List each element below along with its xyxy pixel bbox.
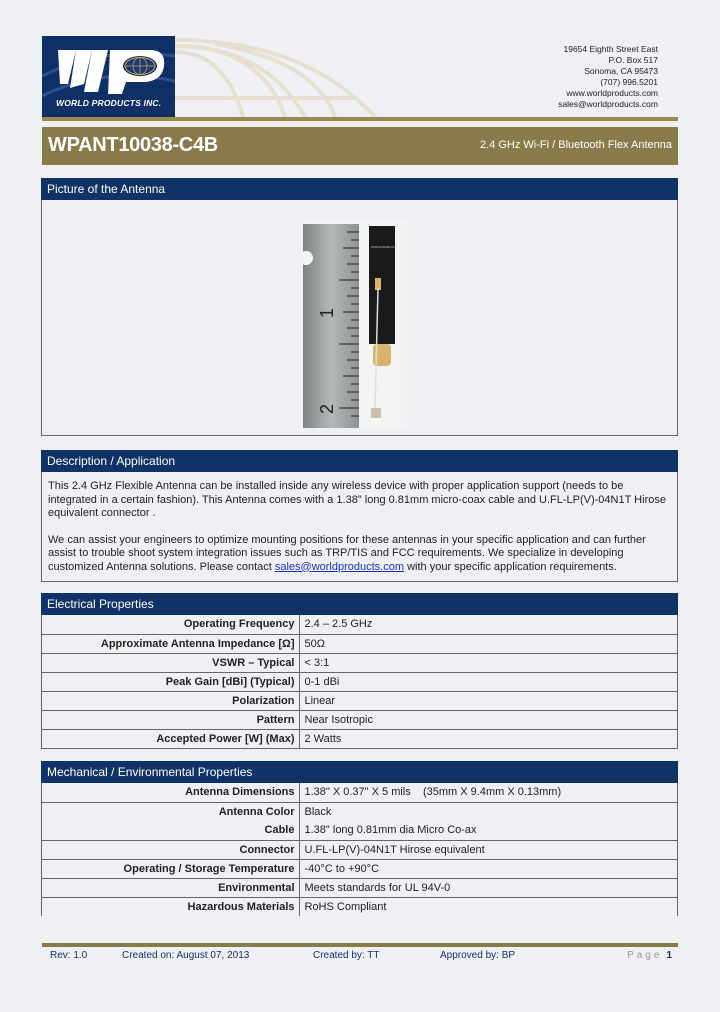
property-label: Operating / Storage Temperature <box>42 859 299 878</box>
property-value: -40°C to +90°C <box>299 859 677 878</box>
table-row <box>42 634 677 653</box>
footer-divider <box>42 943 678 947</box>
section-heading: Electrical Properties <box>41 593 678 615</box>
section-heading: Picture of the Antenna <box>41 178 678 200</box>
description-paragraph-2 <box>48 534 671 575</box>
address-phone: (707) 996.5201 <box>600 77 658 87</box>
picture-body <box>41 200 678 436</box>
property-label: Polarization <box>42 691 299 710</box>
product-subtitle: 2.4 GHz Wi-Fi / Bluetooth Flex Antenna <box>480 139 672 151</box>
property-label: Approximate Antenna Impedance [Ω] <box>42 634 299 653</box>
electrical-properties-section <box>41 593 678 749</box>
property-value: 2.4 – 2.5 GHz <box>299 615 677 634</box>
property-label: Pattern <box>42 710 299 729</box>
header-divider <box>42 117 678 121</box>
property-label: Cable <box>42 821 299 840</box>
table-row <box>42 615 677 634</box>
page-label: Page <box>627 950 663 961</box>
property-label: Peak Gain [dBi] (Typical) <box>42 672 299 691</box>
table-row <box>42 840 677 859</box>
section-heading: Description / Application <box>41 450 678 472</box>
property-label: Environmental <box>42 878 299 897</box>
part-number: WPANT10038-C4B <box>48 134 218 156</box>
table-row <box>42 653 677 672</box>
table-row <box>42 672 677 691</box>
table-row <box>42 859 677 878</box>
property-value: 2 Watts <box>304 732 342 745</box>
property-value: 1.38" X 0.37" X 5 mils (35mm X 9.4mm X 0.13mm) <box>299 783 677 802</box>
created-on: Created on: August 07, 2013 <box>122 950 250 961</box>
table-row <box>42 783 677 802</box>
created-by: Created by: TT <box>313 950 380 961</box>
property-label: Antenna Color <box>42 802 299 821</box>
paragraph-text: We can assist your engineers to optimize mounting positions for these antennas in your specific application and can further assist to trouble shoot system integration issues such as TRP/TIS and FCC requirements. We specialize in developing customized Antenna solutions. Please contact <box>48 533 646 573</box>
property-value: Meets standards for UL 94V-0 <box>299 878 677 897</box>
approved-by: Approved by: BP <box>440 950 516 961</box>
address-street: 19654 Eighth Street East <box>563 44 658 54</box>
mechanical-table <box>41 783 678 916</box>
address-city: Sonoma, CA 95473 <box>584 66 658 76</box>
footer <box>42 950 678 964</box>
property-value: Near Isotropic <box>299 710 677 729</box>
sales-email-link[interactable]: sales@worldproducts.com <box>274 560 405 573</box>
svg-text:2: 2 <box>317 403 337 414</box>
property-value: 50Ω <box>299 634 677 653</box>
property-value: 0-1 dBi <box>299 672 677 691</box>
table-row <box>42 729 677 748</box>
property-label: VSWR – Typical <box>42 653 299 672</box>
globe-watermark-icon <box>175 36 415 117</box>
logo-text: WORLD PRODUCTS INC. <box>56 98 162 108</box>
property-value: < 3:1 <box>299 653 677 672</box>
company-logo <box>42 36 175 117</box>
property-value: Linear <box>299 691 677 710</box>
section-heading: Mechanical / Environmental Properties <box>41 761 678 783</box>
table-row <box>42 710 677 729</box>
title-bar <box>42 127 678 165</box>
company-address <box>558 44 658 110</box>
property-label: Antenna Dimensions <box>42 783 299 802</box>
description-body <box>41 472 678 582</box>
property-value: U.FL-LP(V)-04N1T Hirose equivalent <box>299 840 677 859</box>
electrical-table <box>41 615 678 749</box>
svg-text:1: 1 <box>317 307 337 318</box>
paragraph-text: with your specific application requirements. <box>404 560 617 573</box>
revision: Rev: 1.0 <box>50 950 88 961</box>
description-paragraph-1: This 2.4 GHz Flexible Antenna can be installed inside any wireless device with proper application support (needs to be integrated in a certain fashion). This Antenna comes with a 1.38" long 0.81mm micro-coax cable and U.FL-LP(V)-04N1T Hirose equivalent connector . <box>48 480 666 519</box>
table-row <box>42 691 677 710</box>
page-indicator <box>627 950 672 961</box>
letterhead <box>42 36 678 122</box>
description-section <box>41 450 678 582</box>
table-row <box>42 897 677 916</box>
table-row <box>42 878 677 897</box>
picture-section <box>41 178 678 436</box>
address-pobox: P.O. Box 517 <box>608 55 658 65</box>
page-number: 1 <box>666 950 672 961</box>
property-value: RoHS Compliant <box>304 900 387 913</box>
property-label: Operating Frequency <box>42 615 299 634</box>
svg-text:WPANT10038-C4B: WPANT10038-C4B <box>371 245 397 249</box>
property-label: Hazardous Materials <box>42 897 299 916</box>
property-label: Connector <box>42 840 299 859</box>
table-row <box>42 821 677 840</box>
property-value: 1.38" long 0.81mm dia Micro Co-ax <box>299 821 677 840</box>
property-value: Black <box>304 805 332 818</box>
antenna-photo <box>303 218 407 428</box>
address-website: www.worldproducts.com <box>566 88 658 98</box>
address-email: sales@worldproducts.com <box>558 99 658 109</box>
table-row <box>42 802 677 821</box>
property-label: Accepted Power [W] (Max) <box>42 729 299 748</box>
mechanical-properties-section <box>41 761 678 916</box>
